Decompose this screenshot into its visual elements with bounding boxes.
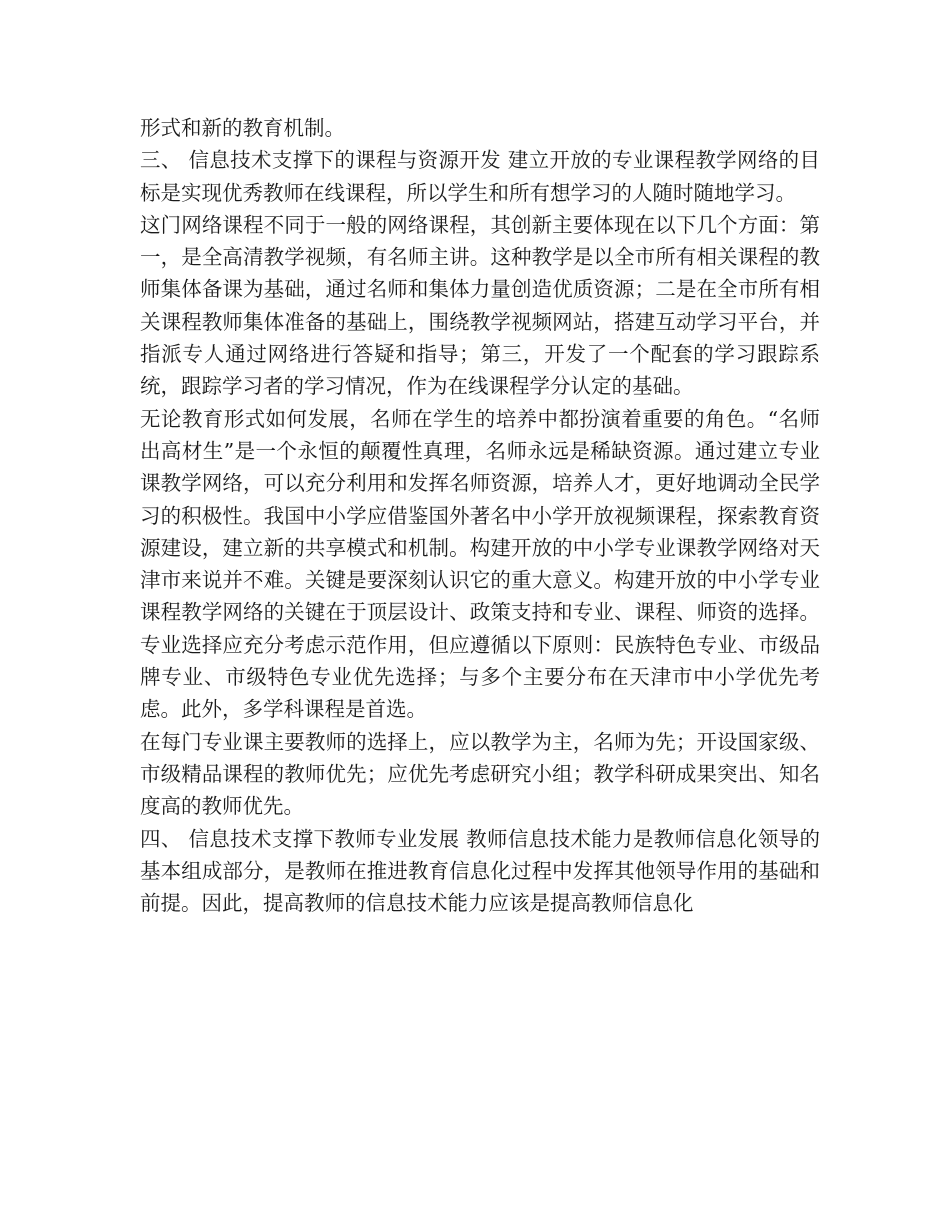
paragraph-section-three: 三、 信息技术支撑下的课程与资源开发 建立开放的专业课程教学网络的目标是实现优秀教师在线课程，所以学生和所有想学习的人随时随地学习。 — [140, 148, 820, 205]
paragraph-famous-teachers: 无论教育形式如何发展，名师在学生的培养中都扮演着重要的角色。“名师出高材生”是一个永恒的颠覆性真理，名师永远是稀缺资源。通过建立专业课教学网络，可以充分利用和发挥名师资源，培养人才，更好地调动全民学习的积极性。我国中小学应借鉴国外著名中小学开放视频课程，探索教育资源建设，建立新的共享模式和机制。构建开放的中小学专业课教学网络对天津市来说并不难。关键是要深刻认识它的重大意义。构建开放的中小学专业课程教学网络的关键在于顶层设计、政策支持和专业、课程、师资的选择。专业选择应充分考虑示范作用，但应遵循以下原则：民族特色专业、市级品牌专业、市级特色专业优先选择；与多个主要分布在天津市中小学优先考虑。此外，多学科课程是首选。 — [140, 406, 820, 722]
paragraph-course-innovation: 这门网络课程不同于一般的网络课程，其创新主要体现在以下几个方面：第一，是全高清教学视频，有名师主讲。这种教学是以全市所有相关课程的教师集体备课为基础，通过名师和集体力量创造优质资源；二是在全市所有相关课程教师集体准备的基础上，围绕教学视频网站，搭建互动学习平台，并指派专人通过网络进行答疑和指导；第三，开发了一个配套的学习跟踪系统，跟踪学习者的学习情况，作为在线课程学分认定的基础。 — [140, 212, 820, 399]
paragraph-continuation: 形式和新的教育机制。 — [140, 116, 345, 140]
document-body — [140, 112, 820, 919]
paragraph-section-four: 四、 信息技术支撑下教师专业发展 教师信息技术能力是教师信息化领导的基本组成部分，是教师在推进教育信息化过程中发挥其他领导作用的基础和前提。因此，提高教师的信息技术能力应该是提高教师信息化 — [140, 826, 820, 916]
paragraph-teacher-selection: 在每门专业课主要教师的选择上，应以教学为主，名师为先；开设国家级、市级精品课程的教师优先；应优先考虑研究小组；教学科研成果突出、知名度高的教师优先。 — [140, 729, 820, 819]
